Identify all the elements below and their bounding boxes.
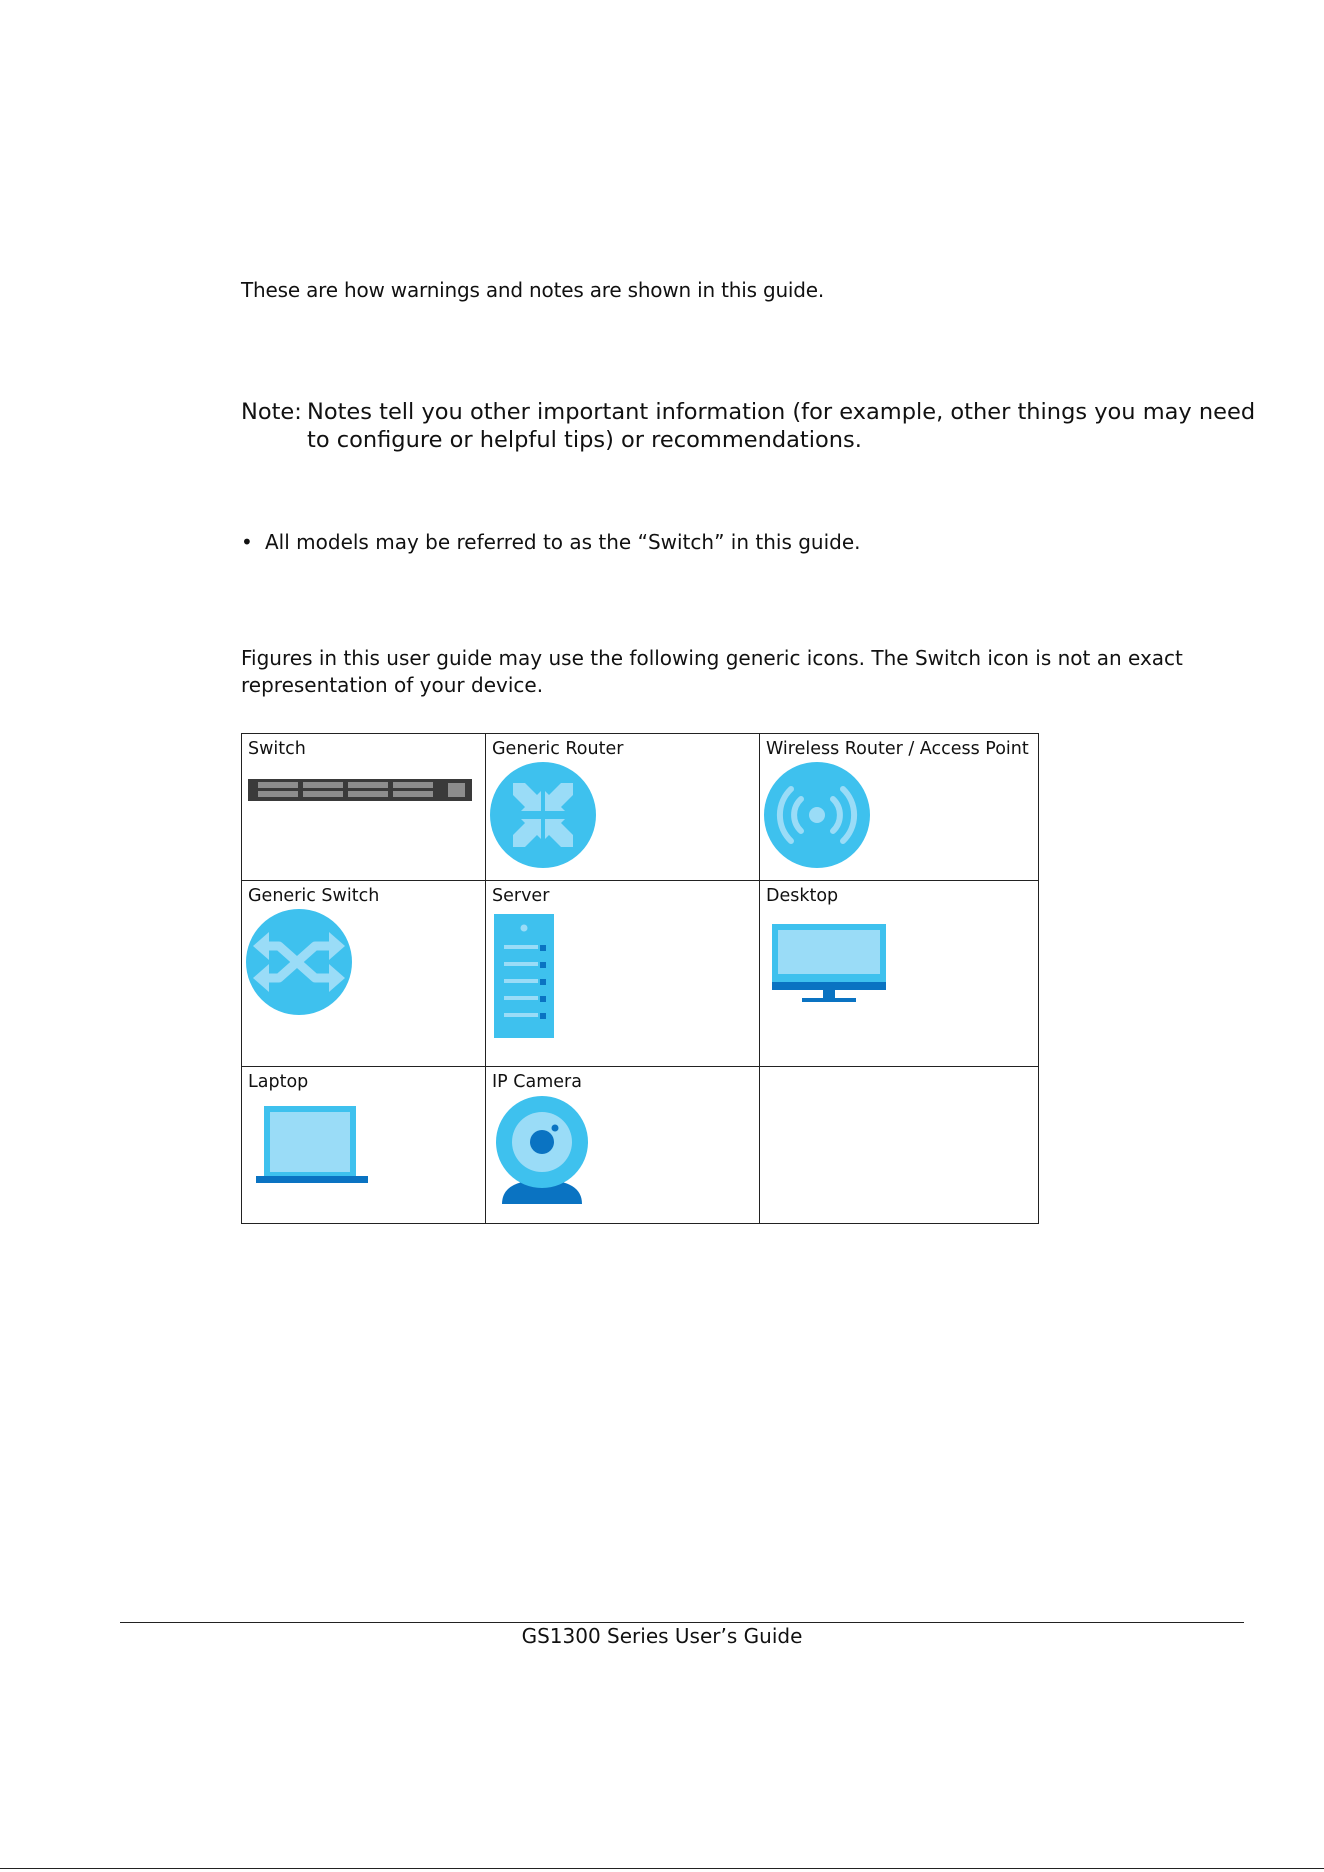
wireless-router-icon: [763, 761, 873, 871]
desktop-label: Desktop: [766, 886, 839, 906]
icon-cell-desktop: [760, 881, 1039, 1067]
server-icon: [492, 912, 562, 1042]
icon-cell-server: [486, 881, 760, 1067]
bullet-dot-icon: •: [241, 530, 253, 554]
icon-cell-generic-router: [486, 734, 760, 881]
icon-table: [241, 733, 1039, 1224]
bullet-item: [241, 530, 861, 554]
switch-icon: [246, 769, 476, 809]
footer-text: GS1300 Series User’s Guide: [521, 1624, 803, 1648]
footer-divider: [120, 1622, 1244, 1623]
generic-switch-label: Generic Switch: [248, 886, 380, 906]
icon-cell-ip-camera: [486, 1067, 760, 1224]
note-text: Notes tell you other important information (for example, other things you may need to configure or helpful tips) or recommendations.: [307, 399, 1256, 453]
laptop-label: Laptop: [248, 1072, 309, 1092]
icon-cell-switch: [242, 734, 486, 881]
generic-switch-icon: [245, 908, 355, 1018]
ip-camera-icon: [492, 1096, 602, 1206]
wireless-router-label: Wireless Router / Access Point: [766, 739, 1029, 759]
intro-text: These are how warnings and notes are shown in this guide.: [241, 278, 825, 302]
generic-router-label: Generic Router: [492, 739, 624, 759]
generic-router-icon: [489, 761, 599, 871]
bullet-text: All models may be referred to as the “Switch” in this guide.: [265, 530, 861, 554]
server-label: Server: [492, 886, 550, 906]
desktop-icon: [766, 922, 891, 1012]
laptop-icon: [254, 1102, 379, 1192]
note-block: [241, 398, 1261, 454]
figures-text: Figures in this user guide may use the following generic icons. The Switch icon is not an exact representation of your device.: [241, 646, 1183, 697]
icon-cell-wireless-router: [760, 734, 1039, 881]
icon-cell-empty: [760, 1067, 1039, 1224]
ip-camera-label: IP Camera: [492, 1072, 582, 1092]
switch-label: Switch: [248, 739, 306, 759]
icon-cell-generic-switch: [242, 881, 486, 1067]
icon-cell-laptop: [242, 1067, 486, 1224]
note-prefix: Note:: [241, 399, 302, 425]
page-bottom-divider: [0, 1868, 1324, 1869]
